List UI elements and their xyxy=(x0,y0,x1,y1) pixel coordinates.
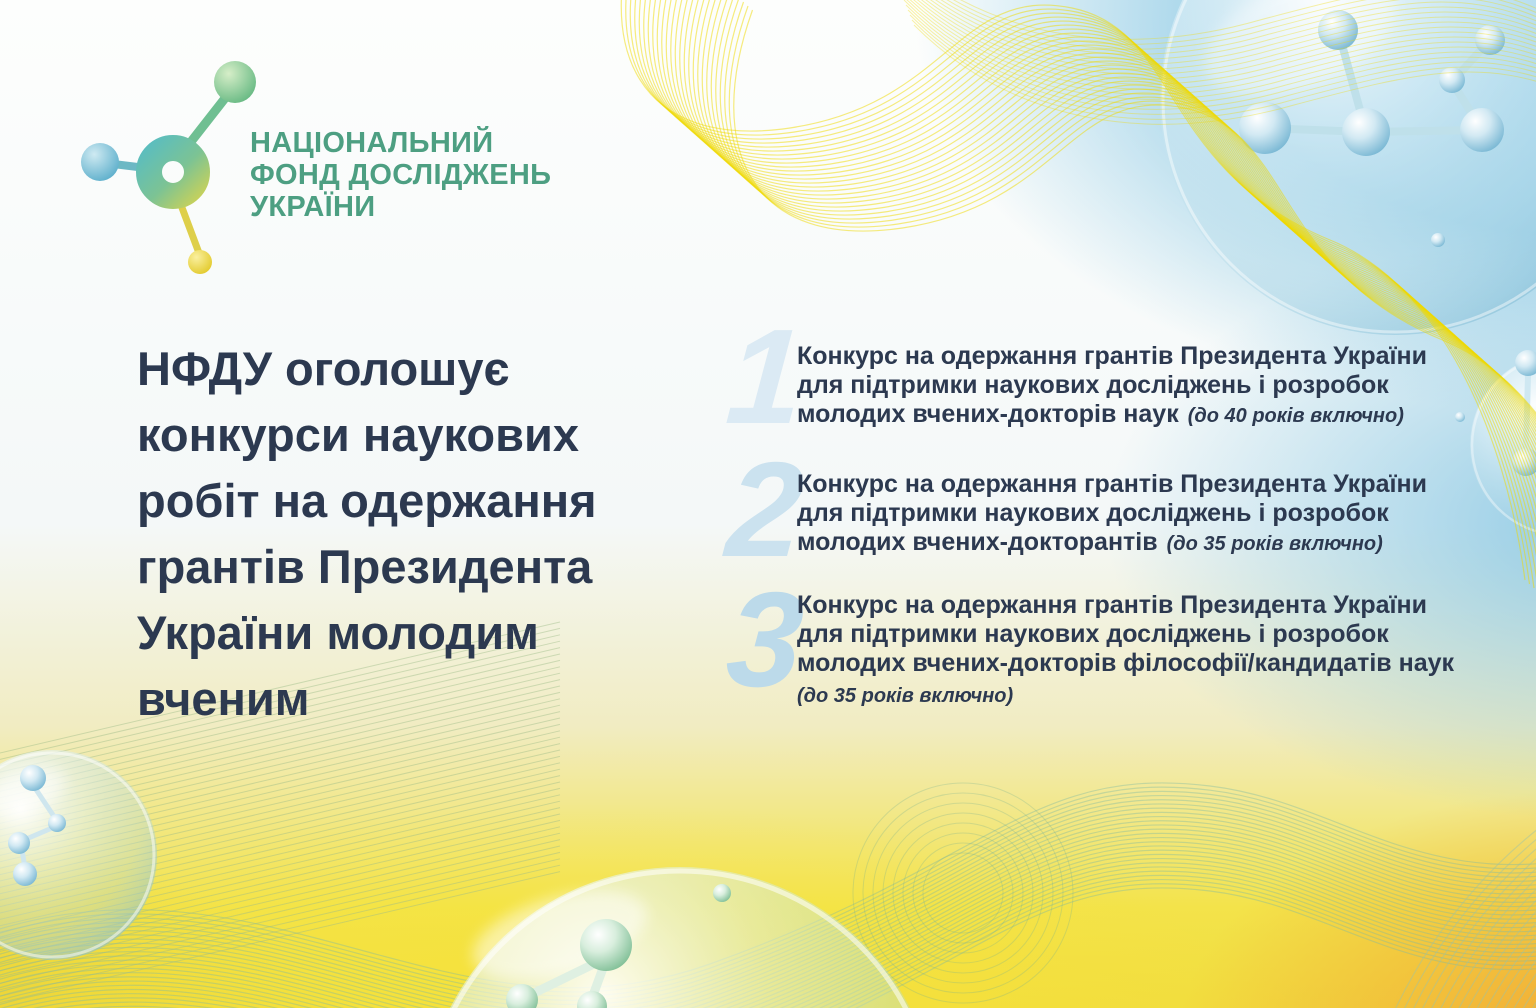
competition-2-line-2: для підтримки наукових досліджень і розробок xyxy=(797,499,1389,527)
competition-1-line-1: Конкурс на одержання грантів Президента України xyxy=(797,342,1427,370)
competition-item-2 xyxy=(797,470,1427,559)
competition-item-3 xyxy=(797,591,1454,711)
competition-number-1: 1 xyxy=(722,301,808,452)
org-name-line-3: УКРАЇНИ xyxy=(250,191,376,223)
headline-line-3: робіт на одержання xyxy=(137,474,597,527)
competition-3-line-2: для підтримки наукових досліджень і розробок xyxy=(797,620,1389,648)
headline-line-1: НФДУ оголошує xyxy=(137,342,510,395)
competition-2-line-1: Конкурс на одержання грантів Президента України xyxy=(797,470,1427,498)
competition-2-age-note: (до 35 років включно) xyxy=(1166,533,1383,555)
competition-3-age-note: (до 35 років включно) xyxy=(797,685,1014,707)
headline-line-6: вченим xyxy=(137,672,310,725)
headline-line-4: грантів Президента xyxy=(137,540,593,593)
org-name xyxy=(250,127,551,223)
competition-1-age-note: (до 40 років включно) xyxy=(1187,405,1404,427)
competition-2-line-3: молодих вчених-докторантів xyxy=(797,528,1158,556)
competition-1-line-3: молодих вчених-докторів наук xyxy=(797,400,1179,428)
org-name-line-1: НАЦІОНАЛЬНИЙ xyxy=(250,127,494,159)
headline-line-2: конкурси наукових xyxy=(137,408,580,461)
competition-number-2: 2 xyxy=(722,434,808,585)
competition-3-line-1: Конкурс на одержання грантів Президента України xyxy=(797,591,1427,619)
competition-number-3: 3 xyxy=(722,564,808,715)
headline-line-5: України молодим xyxy=(137,606,539,659)
competition-3-line-3: молодих вчених-докторів філософії/кандидатів наук xyxy=(797,649,1455,677)
competition-item-1 xyxy=(797,342,1427,431)
competition-1-line-2: для підтримки наукових досліджень і розробок xyxy=(797,371,1389,399)
org-name-line-2: ФОНД ДОСЛІДЖЕНЬ xyxy=(250,159,552,191)
page-title xyxy=(137,336,597,732)
